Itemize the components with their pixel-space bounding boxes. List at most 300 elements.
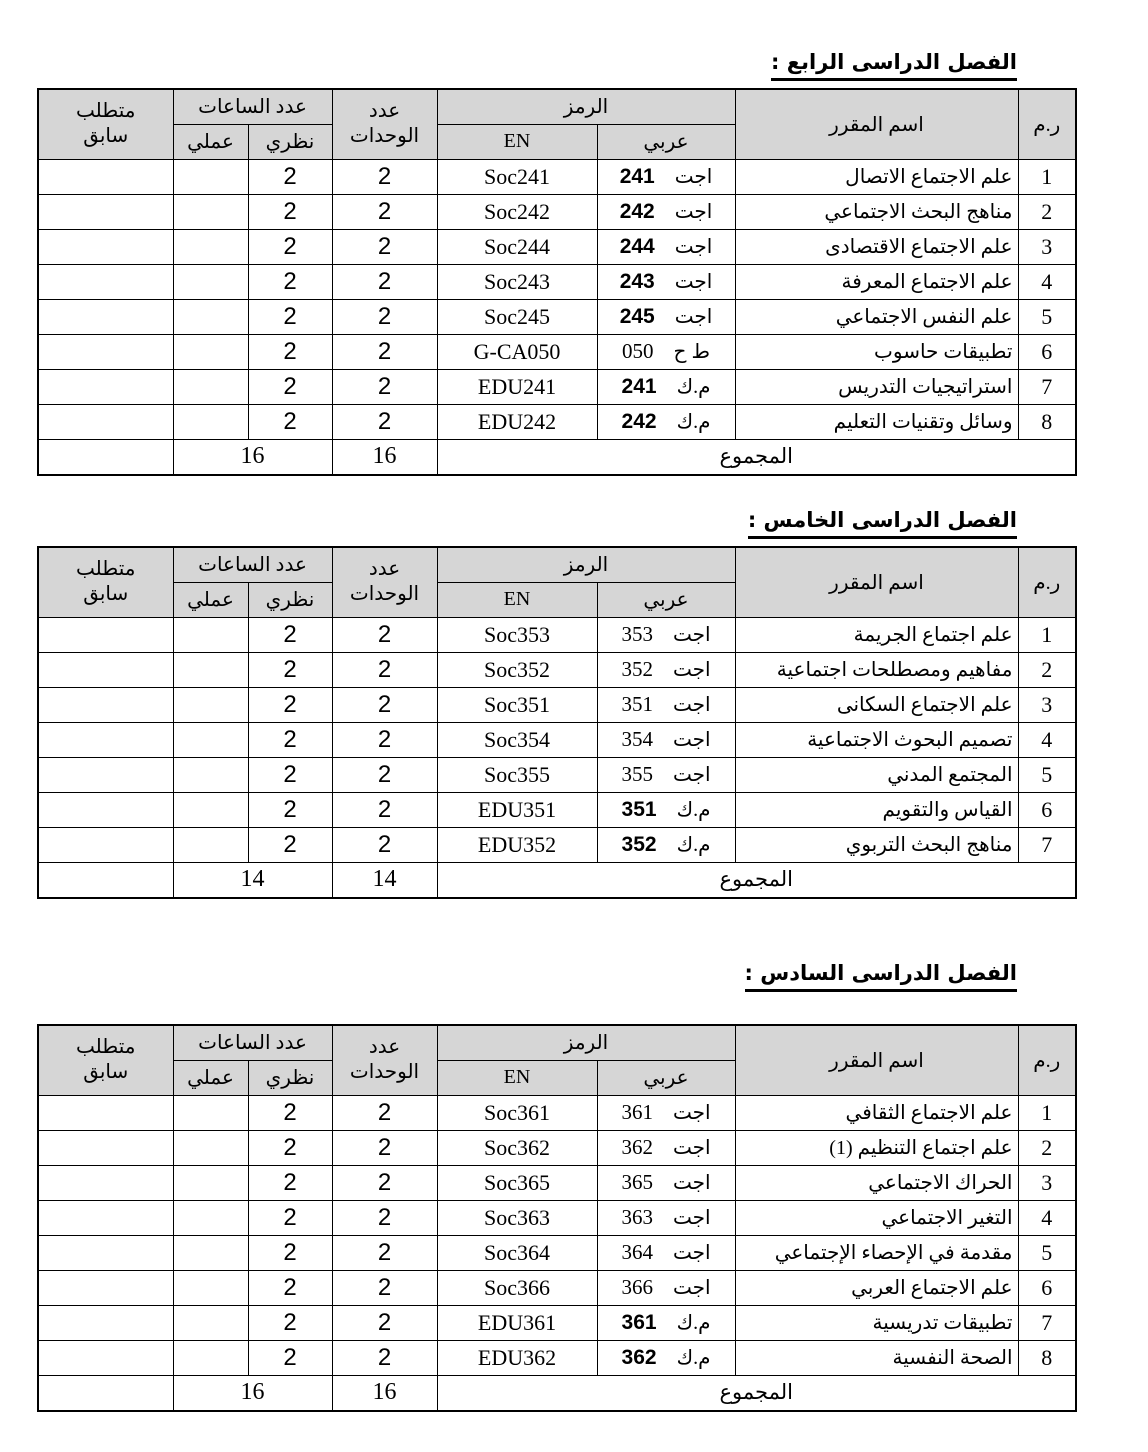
course-code-arabic-cell <box>597 722 735 757</box>
course-code-arabic-cell <box>597 159 735 194</box>
prerequisite-cell <box>38 369 173 404</box>
code-arabic-number: 245 <box>619 305 655 328</box>
header-practical: عملي <box>173 1060 248 1095</box>
course-code-en-cell: Soc245 <box>437 299 597 334</box>
code-arabic-label: اجت <box>672 694 711 716</box>
course-row <box>38 229 1076 264</box>
practical-hours-cell <box>173 299 248 334</box>
course-name-cell: مناهج البحث الاجتماعي <box>735 194 1018 229</box>
code-arabic-label: اجت <box>674 271 713 293</box>
course-name-cell: وسائل وتقنيات التعليم <box>735 404 1018 439</box>
total-units-cell: 16 <box>332 439 437 475</box>
course-row <box>38 369 1076 404</box>
course-row <box>38 1235 1076 1270</box>
header-row-number: ر.م <box>1018 547 1076 617</box>
course-code-en-cell: Soc243 <box>437 264 597 299</box>
total-label-cell: المجموع <box>437 439 1076 475</box>
code-arabic-label: اجت <box>674 236 713 258</box>
course-row <box>38 652 1076 687</box>
table-header <box>38 547 1076 617</box>
total-label-cell: المجموع <box>437 1375 1076 1411</box>
header-code-en: EN <box>437 124 597 159</box>
course-name-cell: المجتمع المدني <box>735 757 1018 792</box>
course-code-en-cell: Soc355 <box>437 757 597 792</box>
row-number-cell: 1 <box>1018 1095 1076 1130</box>
code-arabic-label: م.ك <box>676 834 711 856</box>
units-cell: 2 <box>332 334 437 369</box>
course-name-cell: مقدمة في الإحصاء الإجتماعي <box>735 1235 1018 1270</box>
theory-hours-cell: 2 <box>248 1165 332 1200</box>
course-row <box>38 827 1076 862</box>
code-arabic-label: اجت <box>672 764 711 786</box>
code-arabic-label: اجت <box>672 729 711 751</box>
practical-hours-cell <box>173 1200 248 1235</box>
prerequisite-cell <box>38 1270 173 1305</box>
theory-hours-cell: 2 <box>248 1340 332 1375</box>
course-code-en-cell: Soc366 <box>437 1270 597 1305</box>
row-number-cell: 2 <box>1018 194 1076 229</box>
theory-hours-cell: 2 <box>248 299 332 334</box>
total-units-cell: 14 <box>332 862 437 898</box>
theory-hours-cell: 2 <box>248 264 332 299</box>
prerequisite-cell <box>38 687 173 722</box>
header-code-arabic: عربي <box>597 582 735 617</box>
course-code-en-cell: EDU362 <box>437 1340 597 1375</box>
code-arabic-label: م.ك <box>676 411 711 433</box>
code-arabic-number: 241 <box>619 165 655 188</box>
units-cell: 2 <box>332 264 437 299</box>
code-arabic-number: 050 <box>622 339 654 363</box>
semester-6-title: الفصل الدراسى السادس : <box>745 959 1017 992</box>
units-cell: 2 <box>332 229 437 264</box>
code-arabic-label: اجت <box>672 624 711 646</box>
code-arabic-number: 351 <box>621 798 657 821</box>
course-code-en-cell: Soc352 <box>437 652 597 687</box>
row-number-cell: 7 <box>1018 1305 1076 1340</box>
course-name-cell: التغير الاجتماعي <box>735 1200 1018 1235</box>
code-arabic-number: 362 <box>621 1346 657 1369</box>
course-code-arabic-cell <box>597 334 735 369</box>
row-number-cell: 3 <box>1018 1165 1076 1200</box>
theory-hours-cell: 2 <box>248 404 332 439</box>
course-name-cell: علم الاجتماع المعرفة <box>735 264 1018 299</box>
code-arabic-label: م.ك <box>676 376 711 398</box>
code-arabic-label: اجت <box>674 306 713 328</box>
row-number-cell: 1 <box>1018 617 1076 652</box>
code-arabic-number: 242 <box>619 200 655 223</box>
units-cell: 2 <box>332 1200 437 1235</box>
header-prerequisite: متطلب سابق <box>38 1025 173 1095</box>
prerequisite-cell <box>38 264 173 299</box>
prerequisite-cell <box>38 757 173 792</box>
table-header <box>38 1025 1076 1095</box>
row-number-cell: 4 <box>1018 1200 1076 1235</box>
course-code-arabic-cell <box>597 757 735 792</box>
code-arabic-label: اجت <box>674 166 713 188</box>
code-arabic-number: 352 <box>621 833 657 856</box>
theory-hours-cell: 2 <box>248 617 332 652</box>
code-arabic-number: 366 <box>621 1275 653 1299</box>
table-footer <box>38 439 1076 475</box>
row-number-cell: 8 <box>1018 404 1076 439</box>
code-arabic-label: اجت <box>672 1242 711 1264</box>
total-hours-cell: 16 <box>173 439 332 475</box>
units-cell: 2 <box>332 792 437 827</box>
prerequisite-cell <box>38 159 173 194</box>
course-code-arabic-cell <box>597 1095 735 1130</box>
table-body <box>38 617 1076 862</box>
code-arabic-label: اجت <box>672 659 711 681</box>
units-cell: 2 <box>332 687 437 722</box>
course-row <box>38 1095 1076 1130</box>
header-hours: عدد الساعات <box>173 1025 332 1060</box>
header-units: عدد الوحدات <box>332 89 437 159</box>
units-cell: 2 <box>332 757 437 792</box>
code-arabic-number: 363 <box>621 1205 653 1229</box>
practical-hours-cell <box>173 334 248 369</box>
section-semester-4 <box>39 48 1077 476</box>
practical-hours-cell <box>173 1130 248 1165</box>
row-number-cell: 3 <box>1018 229 1076 264</box>
course-code-en-cell: Soc361 <box>437 1095 597 1130</box>
code-arabic-number: 244 <box>619 235 655 258</box>
row-number-cell: 2 <box>1018 652 1076 687</box>
course-row <box>38 722 1076 757</box>
practical-hours-cell <box>173 792 248 827</box>
course-row <box>38 1305 1076 1340</box>
units-cell: 2 <box>332 1270 437 1305</box>
course-row <box>38 617 1076 652</box>
code-arabic-label: اجت <box>672 1137 711 1159</box>
course-name-cell: مفاهيم ومصطلحات اجتماعية <box>735 652 1018 687</box>
row-number-cell: 7 <box>1018 827 1076 862</box>
course-code-arabic-cell <box>597 194 735 229</box>
code-arabic-number: 242 <box>621 410 657 433</box>
prerequisite-cell <box>38 1095 173 1130</box>
prerequisite-cell <box>38 404 173 439</box>
course-name-cell: تطبيقات تدريسية <box>735 1305 1018 1340</box>
header-code-en: EN <box>437 1060 597 1095</box>
total-prerequisite-cell <box>38 1375 173 1411</box>
course-row <box>38 757 1076 792</box>
practical-hours-cell <box>173 827 248 862</box>
practical-hours-cell <box>173 229 248 264</box>
practical-hours-cell <box>173 1340 248 1375</box>
practical-hours-cell <box>173 159 248 194</box>
header-units: عدد الوحدات <box>332 1025 437 1095</box>
course-code-en-cell: Soc365 <box>437 1165 597 1200</box>
header-hours: عدد الساعات <box>173 89 332 124</box>
code-arabic-number: 364 <box>621 1240 653 1264</box>
course-name-cell: تصميم البحوث الاجتماعية <box>735 722 1018 757</box>
prerequisite-cell <box>38 827 173 862</box>
course-code-arabic-cell <box>597 617 735 652</box>
prerequisite-cell <box>38 229 173 264</box>
practical-hours-cell <box>173 369 248 404</box>
prerequisite-cell <box>38 1130 173 1165</box>
header-code-arabic: عربي <box>597 124 735 159</box>
row-number-cell: 6 <box>1018 334 1076 369</box>
header-practical: عملي <box>173 124 248 159</box>
units-cell: 2 <box>332 1235 437 1270</box>
course-name-cell: علم الاجتماع الاقتصادى <box>735 229 1018 264</box>
total-prerequisite-cell <box>38 862 173 898</box>
header-theory: نظري <box>248 1060 332 1095</box>
units-cell: 2 <box>332 159 437 194</box>
units-cell: 2 <box>332 1130 437 1165</box>
total-prerequisite-cell <box>38 439 173 475</box>
practical-hours-cell <box>173 617 248 652</box>
theory-hours-cell: 2 <box>248 1095 332 1130</box>
table-footer <box>38 1375 1076 1411</box>
section-title-wrap <box>39 959 1077 992</box>
theory-hours-cell: 2 <box>248 229 332 264</box>
header-code: الرمز <box>437 89 735 124</box>
course-code-en-cell: Soc244 <box>437 229 597 264</box>
section-title-wrap <box>39 506 1077 539</box>
course-code-arabic-cell <box>597 687 735 722</box>
theory-hours-cell: 2 <box>248 1305 332 1340</box>
header-course-name: اسم المقرر <box>735 547 1018 617</box>
code-arabic-label: م.ك <box>676 1312 711 1334</box>
course-code-en-cell: Soc351 <box>437 687 597 722</box>
code-arabic-number: 351 <box>621 692 653 716</box>
header-prerequisite: متطلب سابق <box>38 547 173 617</box>
course-code-arabic-cell <box>597 1165 735 1200</box>
theory-hours-cell: 2 <box>248 827 332 862</box>
course-name-cell: علم الاجتماع الاتصال <box>735 159 1018 194</box>
code-arabic-label: اجت <box>672 1277 711 1299</box>
units-cell: 2 <box>332 369 437 404</box>
code-arabic-number: 352 <box>621 657 653 681</box>
header-row-number: ر.م <box>1018 1025 1076 1095</box>
course-code-en-cell: Soc241 <box>437 159 597 194</box>
code-arabic-number: 354 <box>621 727 653 751</box>
course-row <box>38 1200 1076 1235</box>
course-code-en-cell: EDU241 <box>437 369 597 404</box>
prerequisite-cell <box>38 1165 173 1200</box>
code-arabic-number: 361 <box>621 1100 653 1124</box>
course-name-cell: تطبيقات حاسوب <box>735 334 1018 369</box>
course-code-en-cell: Soc364 <box>437 1235 597 1270</box>
section-semester-5 <box>39 506 1077 899</box>
course-code-arabic-cell <box>597 1305 735 1340</box>
theory-hours-cell: 2 <box>248 159 332 194</box>
row-number-cell: 4 <box>1018 722 1076 757</box>
total-row <box>38 1375 1076 1411</box>
header-theory: نظري <box>248 124 332 159</box>
course-code-arabic-cell <box>597 1200 735 1235</box>
practical-hours-cell <box>173 1270 248 1305</box>
units-cell: 2 <box>332 194 437 229</box>
semester-6-table <box>37 1024 1077 1412</box>
header-code-en: EN <box>437 582 597 617</box>
course-code-arabic-cell <box>597 827 735 862</box>
total-units-cell: 16 <box>332 1375 437 1411</box>
code-arabic-label: اجت <box>672 1207 711 1229</box>
table-header <box>38 89 1076 159</box>
code-arabic-label: م.ك <box>676 799 711 821</box>
header-prerequisite: متطلب سابق <box>38 89 173 159</box>
course-row <box>38 299 1076 334</box>
row-number-cell: 4 <box>1018 264 1076 299</box>
practical-hours-cell <box>173 1305 248 1340</box>
code-arabic-number: 365 <box>621 1170 653 1194</box>
prerequisite-cell <box>38 1305 173 1340</box>
units-cell: 2 <box>332 617 437 652</box>
course-code-en-cell: Soc353 <box>437 617 597 652</box>
section-semester-6 <box>39 959 1077 1412</box>
header-hours: عدد الساعات <box>173 547 332 582</box>
code-arabic-label: اجت <box>672 1172 711 1194</box>
practical-hours-cell <box>173 757 248 792</box>
code-arabic-label: ط ح <box>673 341 710 363</box>
units-cell: 2 <box>332 299 437 334</box>
course-code-arabic-cell <box>597 1340 735 1375</box>
code-arabic-number: 243 <box>619 270 655 293</box>
semester-4-table <box>37 88 1077 476</box>
course-name-cell: الحراك الاجتماعي <box>735 1165 1018 1200</box>
theory-hours-cell: 2 <box>248 334 332 369</box>
course-code-en-cell: Soc362 <box>437 1130 597 1165</box>
course-code-en-cell: EDU352 <box>437 827 597 862</box>
course-code-en-cell: Soc354 <box>437 722 597 757</box>
course-code-arabic-cell <box>597 1235 735 1270</box>
course-code-en-cell: EDU351 <box>437 792 597 827</box>
course-name-cell: علم الاجتماع السكانى <box>735 687 1018 722</box>
prerequisite-cell <box>38 1235 173 1270</box>
course-code-arabic-cell <box>597 1270 735 1305</box>
units-cell: 2 <box>332 1165 437 1200</box>
code-arabic-number: 353 <box>621 622 653 646</box>
course-row <box>38 792 1076 827</box>
row-number-cell: 5 <box>1018 299 1076 334</box>
course-row <box>38 687 1076 722</box>
course-code-en-cell: Soc242 <box>437 194 597 229</box>
course-row <box>38 1130 1076 1165</box>
course-code-arabic-cell <box>597 229 735 264</box>
header-row-number: ر.م <box>1018 89 1076 159</box>
course-name-cell: علم الاجتماع العربي <box>735 1270 1018 1305</box>
course-name-cell: مناهج البحث التربوي <box>735 827 1018 862</box>
theory-hours-cell: 2 <box>248 369 332 404</box>
prerequisite-cell <box>38 722 173 757</box>
code-arabic-label: اجت <box>674 201 713 223</box>
units-cell: 2 <box>332 652 437 687</box>
theory-hours-cell: 2 <box>248 757 332 792</box>
row-number-cell: 6 <box>1018 1270 1076 1305</box>
units-cell: 2 <box>332 722 437 757</box>
prerequisite-cell <box>38 1340 173 1375</box>
course-row <box>38 159 1076 194</box>
section-title-wrap <box>39 48 1077 81</box>
course-code-arabic-cell <box>597 404 735 439</box>
row-number-cell: 6 <box>1018 792 1076 827</box>
course-name-cell: القياس والتقويم <box>735 792 1018 827</box>
theory-hours-cell: 2 <box>248 194 332 229</box>
prerequisite-cell <box>38 792 173 827</box>
theory-hours-cell: 2 <box>248 1130 332 1165</box>
course-code-arabic-cell <box>597 264 735 299</box>
course-code-en-cell: EDU361 <box>437 1305 597 1340</box>
units-cell: 2 <box>332 827 437 862</box>
theory-hours-cell: 2 <box>248 792 332 827</box>
total-hours-cell: 14 <box>173 862 332 898</box>
total-row <box>38 439 1076 475</box>
total-label-cell: المجموع <box>437 862 1076 898</box>
prerequisite-cell <box>38 334 173 369</box>
table-body <box>38 1095 1076 1375</box>
header-units: عدد الوحدات <box>332 547 437 617</box>
course-row <box>38 194 1076 229</box>
course-row <box>38 1270 1076 1305</box>
practical-hours-cell <box>173 1235 248 1270</box>
theory-hours-cell: 2 <box>248 1235 332 1270</box>
course-code-arabic-cell <box>597 1130 735 1165</box>
practical-hours-cell <box>173 1165 248 1200</box>
course-code-en-cell: G-CA050 <box>437 334 597 369</box>
code-arabic-label: اجت <box>672 1102 711 1124</box>
total-hours-cell: 16 <box>173 1375 332 1411</box>
prerequisite-cell <box>38 194 173 229</box>
course-row <box>38 1340 1076 1375</box>
course-name-cell: علم الاجتماع الثقافي <box>735 1095 1018 1130</box>
practical-hours-cell <box>173 687 248 722</box>
course-name-cell: استراتيجيات التدريس <box>735 369 1018 404</box>
semester-4-title: الفصل الدراسى الرابع : <box>771 48 1017 81</box>
course-name-cell: علم اجتماع التنظيم (1) <box>735 1130 1018 1165</box>
header-course-name: اسم المقرر <box>735 89 1018 159</box>
course-row <box>38 334 1076 369</box>
header-theory: نظري <box>248 582 332 617</box>
course-code-arabic-cell <box>597 369 735 404</box>
units-cell: 2 <box>332 1340 437 1375</box>
row-number-cell: 8 <box>1018 1340 1076 1375</box>
units-cell: 2 <box>332 404 437 439</box>
course-name-cell: علم اجتماع الجريمة <box>735 617 1018 652</box>
theory-hours-cell: 2 <box>248 722 332 757</box>
header-course-name: اسم المقرر <box>735 1025 1018 1095</box>
header-code-arabic: عربي <box>597 1060 735 1095</box>
header-code: الرمز <box>437 547 735 582</box>
total-row <box>38 862 1076 898</box>
code-arabic-number: 362 <box>621 1135 653 1159</box>
theory-hours-cell: 2 <box>248 1200 332 1235</box>
practical-hours-cell <box>173 1095 248 1130</box>
course-name-cell: علم النفس الاجتماعي <box>735 299 1018 334</box>
practical-hours-cell <box>173 652 248 687</box>
practical-hours-cell <box>173 264 248 299</box>
course-row <box>38 264 1076 299</box>
row-number-cell: 1 <box>1018 159 1076 194</box>
units-cell: 2 <box>332 1305 437 1340</box>
practical-hours-cell <box>173 194 248 229</box>
course-code-en-cell: EDU242 <box>437 404 597 439</box>
header-practical: عملي <box>173 582 248 617</box>
semester-5-title: الفصل الدراسى الخامس : <box>748 506 1017 539</box>
course-code-arabic-cell <box>597 792 735 827</box>
course-code-en-cell: Soc363 <box>437 1200 597 1235</box>
theory-hours-cell: 2 <box>248 687 332 722</box>
practical-hours-cell <box>173 404 248 439</box>
table-footer <box>38 862 1076 898</box>
units-cell: 2 <box>332 1095 437 1130</box>
course-name-cell: الصحة النفسية <box>735 1340 1018 1375</box>
row-number-cell: 3 <box>1018 687 1076 722</box>
header-code: الرمز <box>437 1025 735 1060</box>
code-arabic-number: 361 <box>621 1311 657 1334</box>
prerequisite-cell <box>38 652 173 687</box>
